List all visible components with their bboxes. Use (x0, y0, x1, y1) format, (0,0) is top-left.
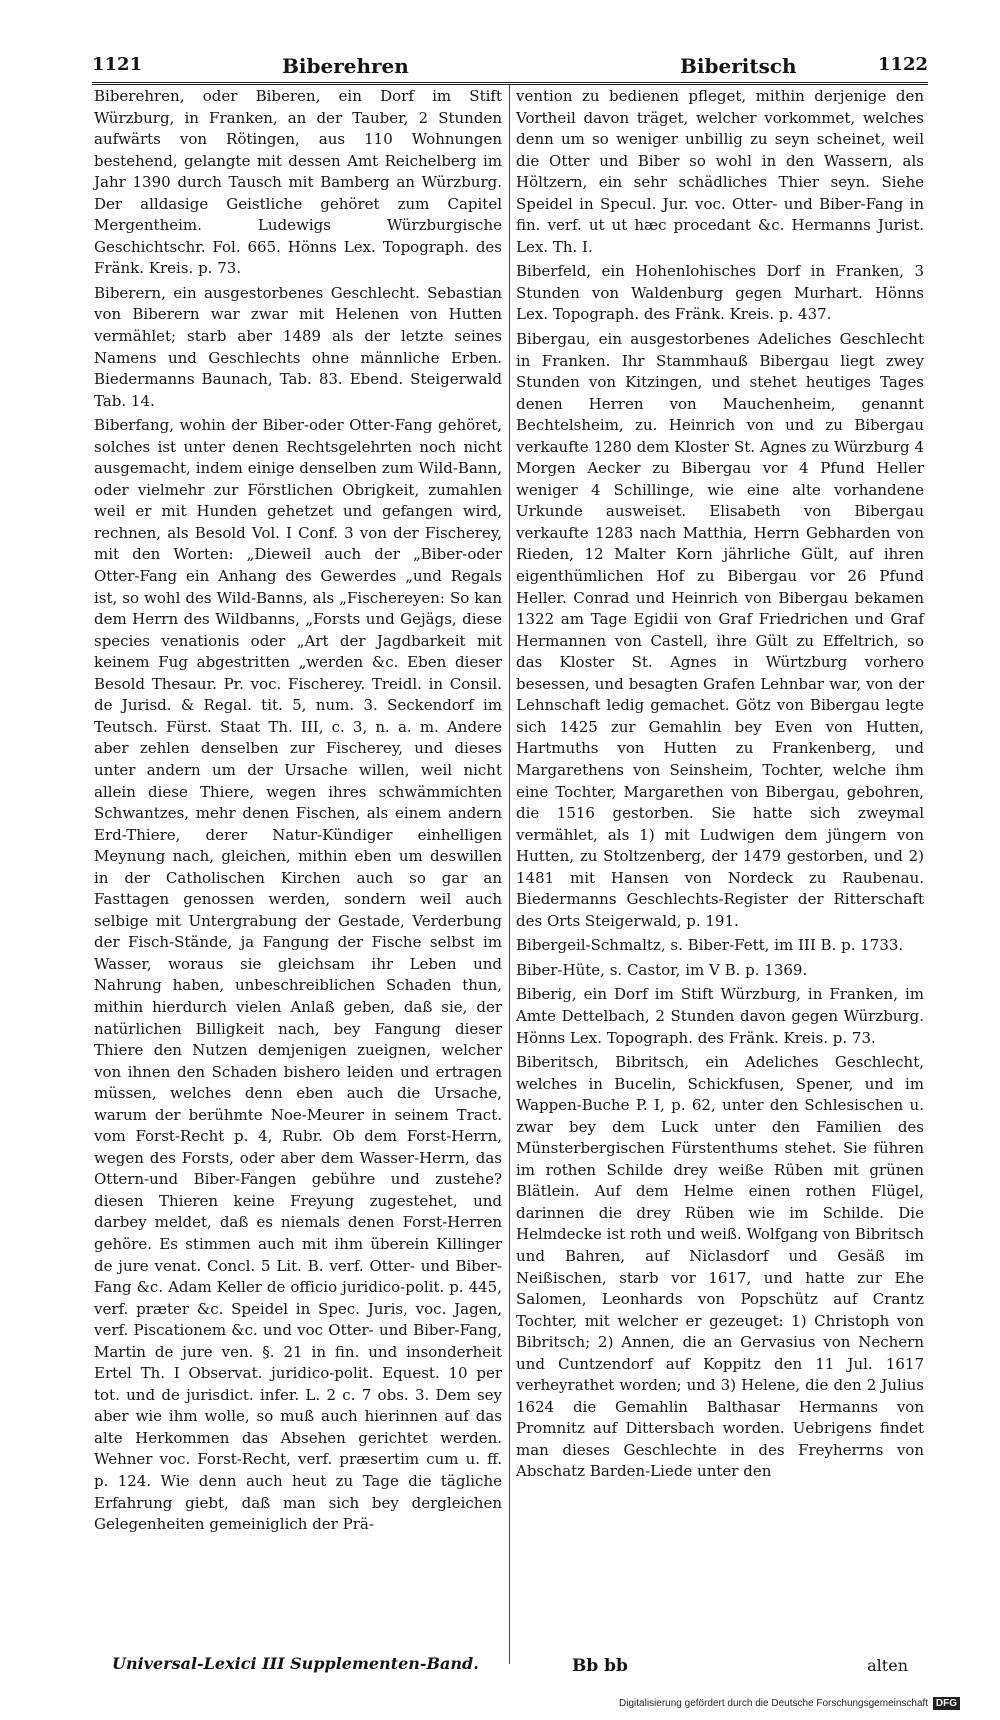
entry-biber-huete: Biber-Hüte, s. Castor, im V B. p. 1369. (516, 960, 808, 979)
column-divider (509, 84, 510, 1664)
digitization-credit (619, 1697, 960, 1710)
credit-text: Digitalisierung gefördert durch die Deutsche Forschungsgemeinschaft (619, 1698, 929, 1709)
entry-biberfang-continued: vention zu bedienen pfleget, mithin derjenige den Vortheil davon träget, welcher vorkommet, welches denn um so weniger unbillig zu seyn scheinet, weil die Otter und Biber so wohl in den Wassern, als Höltzern, ein sehr schädliches Thier seyn. Siehe Speidel in Specul. Jur. voc. Otter- und Biber-Fang in fin. verf. ut ut hæc procedant &c. Hermanns Jurist. Lex. Th. I. (516, 87, 924, 256)
dfg-logo: DFG (933, 1697, 960, 1710)
footer-title: Universal-Lexici III Supplementen-Band. (112, 1654, 479, 1673)
page-number-right: 1122 (877, 54, 928, 75)
keyword-left: Biberehren (282, 54, 409, 78)
entry-biberern: Biberern, ein ausgestorbenes Geschlecht. Sebastian von Biberern war zwar mit Helenen von Hutten vermählet; starb aber 1489 als der letzte seines Namens und Geschlechts ohne männliche Erben. Biedermanns Baunach, Tab. 83. Ebend. Steigerwald Tab. 14. (94, 283, 502, 410)
header-rule (92, 82, 928, 85)
keyword-right: Biberitsch (680, 54, 797, 78)
catchword: alten (867, 1656, 908, 1675)
entry-biberehren: Biberehren, oder Biberen, ein Dorf im Stift Würzburg, in Franken, an der Tauber, 2 Stunden aufwärts von Rötingen, aus 110 Wohnungen bestehend, gelangte mit dessen Amt Reichelberg im Jahr 1390 durch Tausch mit Bamberg an Würzburg. Der alldasige Geistliche gehöret zum Capitel Mergentheim. Ludewigs Würzburgische Geschichtschr. Fol. 665. Hönns Lex. Topograph. des Fränk. Kreis. p. 73. (94, 87, 502, 278)
page-number-left: 1121 (92, 54, 143, 75)
entry-biberitsch: Biberitsch, Bibritsch, ein Adeliches Geschlecht, welches in Bucelin, Schickfusen, Spener, und im Wappen-Buche P. I, p. 62, unter den Schlesischen u. zwar bey dem Luck unter den Familien des Münsterbergischen Fürstenthums stehet. Sie führen im rothen Schilde drey weiße Rüben mit grünen Blätlein. Auf dem Helme einen rothen Flügel, darinnen die drey Rüben wie im Schilde. Die Helmdecke ist roth und weiß. Wolfgang von Bibritsch und Bahren, auf Niclasdorf und Gesäß im Neißischen, starb vor 1617, und hatte zur Ehe Salomen, Leonhards von Popschütz auf Crantz Tochter, mit welcher er gezeuget: 1) Christoph von Bibritsch; 2) Annen, die an Gervasius von Nechern und Cuntzendorf auf Koppitz den 11 Jul. 1617 verheyrathet worden; und 3) Helene, die den 2 Julius 1624 die Gemahlin Balthasar Hermanns von Promnitz auf Dittersbach worden. Uebrigens findet man dieses Geschlechte in des Freyherrns von Abschatz Barden-Liede unter den (516, 1053, 924, 1481)
entry-biberfang: Biberfang, wohin der Biber-oder Otter-Fang gehöret, solches ist unter denen Rechtsgelehrten noch nicht ausgemacht, indem einige denselben zum Wild-Bann, oder vielmehr zur Förstlichen Obrigkeit, zumahlen weil er mit Hunden gehetzet und gefangen wird, rechnen, als Besold Vol. I Conf. 3 von der Fischerey, mit den Worten: „Dieweil auch der „Biber-oder Otter-Fang ein Anhang des Gewerdes „und Regals ist, so wohl des Wild-Banns, als „Fischereyen: So kan dem Herrn des Wildbanns, „Forsts und Gejägs, diese species venationis oder „Art der Jagdbarkeit mit keinem Fug abgestritten „werden &c. Eben dieser Besold Thesaur. Pr. voc. Fischerey. Treidl. in Consil. de Jurisd. & Regal. tit. 5, num. 3. Seckendorf im Teutsch. Fürst. Staat Th. III, c. 3, n. a. m. Andere aber zehlen denselben zur Fischerey, und dieses unter andern um der Ursache willen, weil nicht allein diese Thiere, wegen ihres schwämmichten Schwantzes, mehr denen Fischen, als einem andern Erd-Thiere, derer Natur-Kündiger einhelligen Meynung nach, gleichen, mithin eben um deswillen in der Catholischen Kirchen auch so gar an Fasttagen genossen werden, sondern weil auch selbige mit Untergrabung der Gestade, Verderbung der Fisch-Stände, ja Fangung der Fische selbst im Wasser, woraus sie gleichsam ihr Leben und Nahrung haben, unbeschreiblichen Schaden thun, mithin hierdurch vielen Anlaß geben, daß sie, der natürlichen Billigkeit nach, bey Fangung dieser Thiere den Nutzen demjenigen zueignen, welcher von ihnen den Schaden bishero leiden und ertragen müssen, welches denn eben auch die Ursache, warum der berühmte Noe-Meurer in seinem Tract. vom Forst-Recht p. 4, Rubr. Ob dem Forst-Herrn, wegen des Forsts, oder aber dem Wasser-Herrn, das Ottern-und Biber-Fangen gebühre und zustehe? diesen Thieren keine Freyung zugestehet, und darbey meldet, daß es niemals denen Forst-Herren gehöre. Es stimmen auch mit ihm überein Killinger de jure venat. Concl. 5 Lit. B. verf. Otter- und Biber-Fang &c. Adam Keller de officio juridico-polit. p. 445, verf. præter &c. Speidel in Spec. Juris, voc. Jagen, verf. Piscationem &c. und voc Otter- und Biber-Fang, Martin de jure ven. §. 21 in fin. und insonderheit Ertel Th. I Observat. juridico-polit. Equest. 10 per tot. und de jurisdict. infer. L. 2 c. 7 obs. 3. Dem sey aber wie ihm wolle, so muß auch hierinnen auf das alte Herkommen das Absehen gerichtet werden. Wehner voc. Forst-Recht, verf. præsertim cum u. ff. p. 124. Wie denn auch heut zu Tage die tägliche Erfahrung giebt, daß man sich bey dergleichen Gelegenheiten gemeiniglich der Prä- (94, 416, 502, 1534)
signature-mark: Bb bb (572, 1656, 628, 1676)
left-column (94, 86, 502, 1539)
entry-bibergau: Bibergau, ein ausgestorbenes Adeliches Geschlecht in Franken. Ihr Stammhauß Bibergau liegt zwey Stunden von Kitzingen, und stehet heutiges Tages denen Herren von Mauchenheim, genannt Bechtelsheim, zu. Heinrich von und zu Bibergau verkaufte 1280 dem Kloster St. Agnes zu Würzburg 4 Morgen Aecker zu Bibergau vor 4 Pfund Heller weniger 4 Schillinge, wie eine alte vorhandene Urkunde ausweiset. Elisabeth von Bibergau verkaufte 1283 nach Matthia, Herrn Gebharden von Rieden, 12 Malter Korn jährliche Gült, auf ihren eigenthümlichen Hof zu Bibergau vor 26 Pfund Heller. Conrad und Heinrich von Bibergau bekamen 1322 am Tage Egidii von Graf Friedrichen und Graf Hermannen von Castell, ihre Gült zu Effeltrich, so das Kloster St. Agnes in Würtzburg vorhero besessen, und besagten Grafen Lehnbar war, von der Lehnschaft ledig gemachet. Götz von Bibergau legte sich 1425 zur Gemahlin bey Even von Hutten, Hartmuths von Hutten zu Frankenberg, und Margarethens von Seinsheim, Tochter, welche ihm eine Tochter, Margarethen von Bibergau, gebohren, die 1516 gestorben. Sie hatte sich zweymal vermählet, als 1) mit Ludwigen dem jüngern von Hutten, zu Stoltzenberg, der 1479 gestorben, und 2) 1481 mit Hansen von Nordeck zu Raubenau. Biedermanns Geschlechts-Register der Ritterschaft des Orts Steigerwald, p. 191. (516, 330, 924, 930)
entry-biberig: Biberig, ein Dorf im Stift Würzburg, in Franken, im Amte Dettelbach, 2 Stunden davon gegen Würzburg. Hönns Lex. Topograph. des Fränk. Kreis. p. 73. (516, 985, 924, 1047)
right-column (516, 86, 924, 1486)
entry-bibergeil-schmaltz: Bibergeil-Schmaltz, s. Biber-Fett, im III B. p. 1733. (516, 936, 904, 955)
entry-biberfeld: Biberfeld, ein Hohenlohisches Dorf in Franken, 3 Stunden von Waldenburg gegen Murhart. Hönns Lex. Topograph. des Fränk. Kreis. p. 437. (516, 262, 924, 324)
